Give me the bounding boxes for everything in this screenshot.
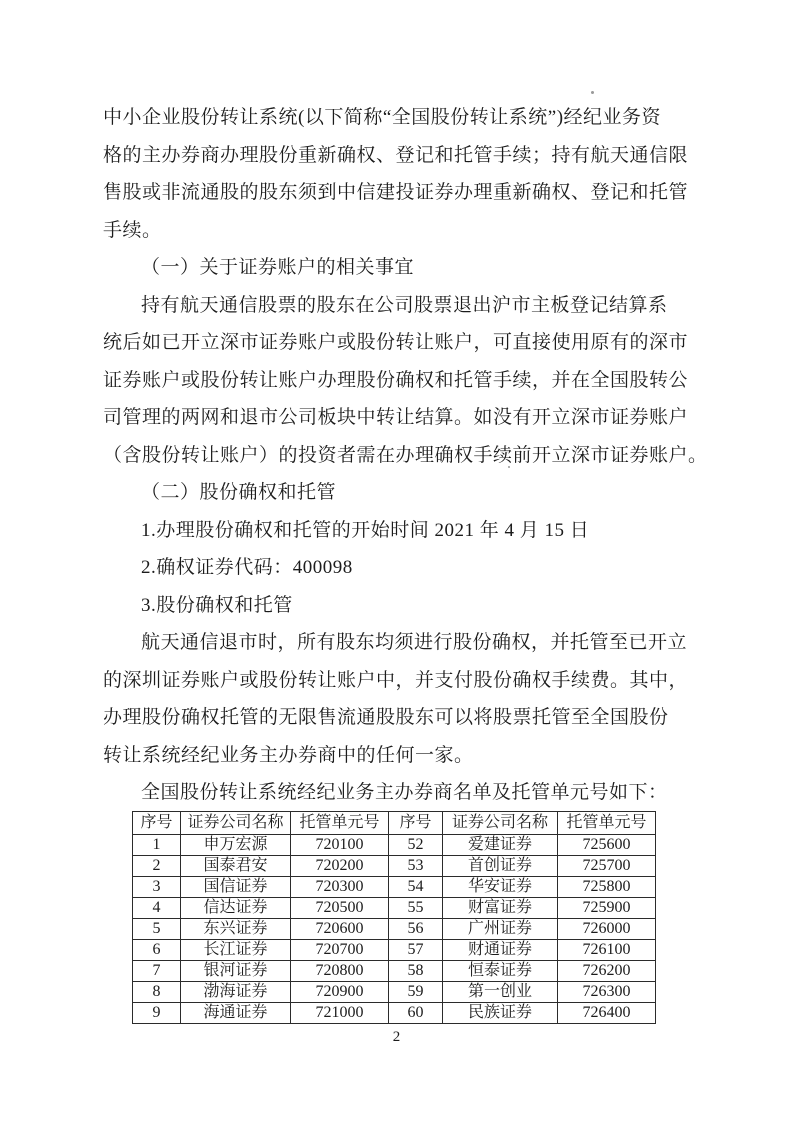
table-cell: 725800	[558, 877, 656, 898]
table-row	[133, 982, 656, 1003]
table-cell: 60	[389, 1003, 443, 1024]
table-cell: 1	[133, 835, 181, 856]
document-body	[103, 99, 708, 812]
table-cell: 720800	[291, 961, 389, 982]
table-cell: 国泰君安	[181, 856, 291, 877]
table-cell: 9	[133, 1003, 181, 1024]
text-line: （一）关于证券账户的相关事宜	[141, 257, 415, 278]
text-line: 手续。	[103, 219, 162, 241]
table-cell: 爱建证券	[443, 835, 558, 856]
table-cell: 8	[133, 982, 181, 1003]
table-cell: 726100	[558, 940, 656, 961]
table-cell: 52	[389, 835, 443, 856]
text-line: 办理股份确权托管的无限售流通股股东可以将股票托管至全国股份	[103, 707, 669, 728]
table-cell: 财富证券	[443, 898, 558, 919]
table-header-cell: 证券公司名称	[181, 812, 291, 835]
table-cell: 6	[133, 940, 181, 961]
text-line: 航天通信退市时，所有股东均须进行股份确权，并托管至已开立	[141, 632, 688, 653]
table-row	[133, 877, 656, 898]
table-cell: 725600	[558, 835, 656, 856]
table-cell: 54	[389, 877, 443, 898]
table-row	[133, 898, 656, 919]
table-cell: 2	[133, 856, 181, 877]
table-cell: 726300	[558, 982, 656, 1003]
text-line: 售股或非流通股的股东须到中信建投证券办理重新确权、登记和托管	[103, 182, 689, 203]
table-cell: 信达证券	[181, 898, 291, 919]
table-row	[133, 940, 656, 961]
table-cell: 55	[389, 898, 443, 919]
brokers-table	[132, 811, 656, 1024]
table-row	[133, 961, 656, 982]
text-line: 司管理的两网和退市公司板块中转让结算。如没有开立深市证券账户	[103, 407, 689, 428]
table-cell: 57	[389, 940, 443, 961]
table-header-cell: 托管单元号	[291, 812, 389, 835]
text-line: 3.股份确权和托管	[141, 594, 293, 616]
table-header-cell: 序号	[389, 812, 443, 835]
table-cell: 726200	[558, 961, 656, 982]
table-cell: 59	[389, 982, 443, 1003]
page-number: 2	[392, 1029, 401, 1045]
text-line: 格的主办券商办理股份重新确权、登记和托管手续；持有航天通信限	[103, 144, 689, 166]
table-cell: 长江证券	[181, 940, 291, 961]
table-cell: 4	[133, 898, 181, 919]
table-cell: 726000	[558, 919, 656, 940]
table-cell: 第一创业	[443, 982, 558, 1003]
table-header-row	[133, 812, 656, 835]
table-header-cell: 序号	[133, 812, 181, 835]
table-cell: 海通证券	[181, 1003, 291, 1024]
table-cell: 申万宏源	[181, 835, 291, 856]
text-line: 持有航天通信股票的股东在公司股票退出沪市主板登记结算系	[141, 294, 668, 316]
table-cell: 720900	[291, 982, 389, 1003]
table-row	[133, 856, 656, 877]
table-header-cell: 证券公司名称	[443, 812, 558, 835]
table-cell: 财通证券	[443, 940, 558, 961]
table-cell: 民族证券	[443, 1003, 558, 1024]
table-cell: 720300	[291, 877, 389, 898]
text-line: 转让系统经纪业务主办券商中的任何一家。	[103, 744, 474, 766]
table-cell: 58	[389, 961, 443, 982]
table-cell: 3	[133, 877, 181, 898]
table-cell: 725900	[558, 898, 656, 919]
text-line: 2.确权证券代码：400098	[141, 557, 353, 578]
scan-speck	[508, 466, 510, 468]
table-cell: 720600	[291, 919, 389, 940]
table-cell: 银河证券	[181, 961, 291, 982]
table-cell: 56	[389, 919, 443, 940]
table-cell: 首创证券	[443, 856, 558, 877]
table-cell: 广州证券	[443, 919, 558, 940]
table-cell: 721000	[291, 1003, 389, 1024]
scan-speck	[591, 91, 594, 94]
text-line: （二）股份确权和托管	[141, 482, 337, 503]
brokers-table-body	[133, 835, 656, 1024]
table-cell: 720100	[291, 835, 389, 856]
text-line: 全国股份转让系统经纪业务主办券商名单及托管单元号如下：	[141, 782, 668, 803]
text-line: （含股份转让账户）的投资者需在办理确权手续前开立深市证券账户。	[103, 444, 708, 466]
table-cell: 720500	[291, 898, 389, 919]
text-line: 1.办理股份确权和托管的开始时间 2021 年 4 月 15 日	[141, 519, 590, 541]
table-cell: 东兴证券	[181, 919, 291, 940]
text-line: 的深圳证券账户或股份转让账户中，并支付股份确权手续费。其中，	[103, 669, 689, 691]
table-row	[133, 1003, 656, 1024]
table-cell: 53	[389, 856, 443, 877]
table-row	[133, 919, 656, 940]
table-cell: 恒泰证券	[443, 961, 558, 982]
text-line: 证券账户或股份转让账户办理股份确权和托管手续，并在全国股转公	[103, 369, 689, 391]
table-cell: 725700	[558, 856, 656, 877]
text-line: 统后如已开立深市证券账户或股份转让账户，可直接使用原有的深市	[103, 332, 689, 353]
table-row	[133, 835, 656, 856]
table-cell: 7	[133, 961, 181, 982]
table-cell: 国信证券	[181, 877, 291, 898]
table-cell: 华安证券	[443, 877, 558, 898]
table-header-cell: 托管单元号	[558, 812, 656, 835]
table-cell: 720700	[291, 940, 389, 961]
table-cell: 726400	[558, 1003, 656, 1024]
table-cell: 5	[133, 919, 181, 940]
table-cell: 渤海证券	[181, 982, 291, 1003]
text-line: 中小企业股份转让系统(以下简称“全国股份转让系统”)经纪业务资	[103, 107, 662, 128]
table-cell: 720200	[291, 856, 389, 877]
